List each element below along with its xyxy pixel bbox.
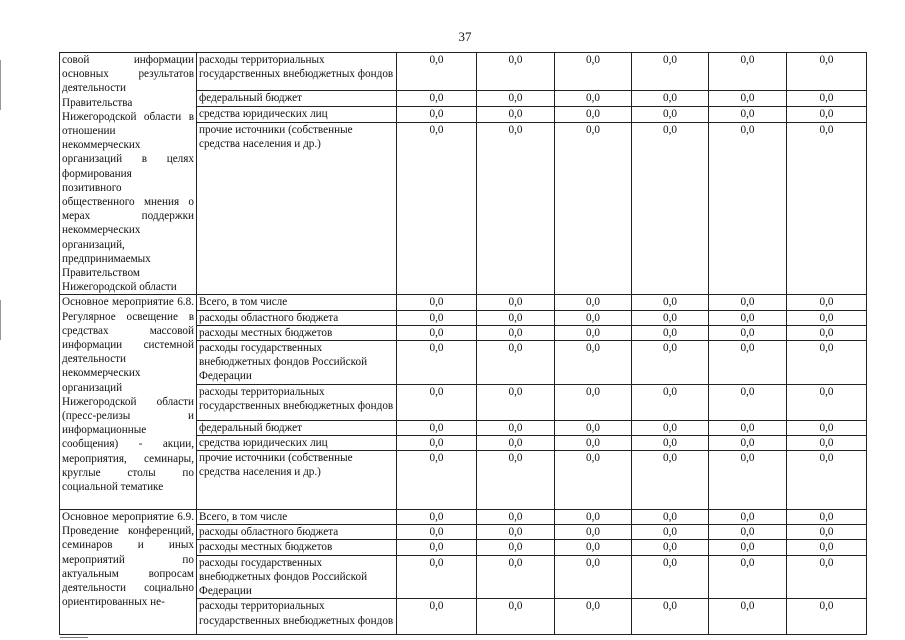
funding-value: 0,0 xyxy=(709,106,787,122)
funding-value: 0,0 xyxy=(787,599,867,635)
funding-value: 0,0 xyxy=(477,510,555,525)
funding-value: 0,0 xyxy=(555,435,632,450)
funding-source: расходы местных бюджетов xyxy=(197,540,397,555)
funding-value: 0,0 xyxy=(555,555,632,599)
funding-value: 0,0 xyxy=(709,384,787,420)
funding-value: 0,0 xyxy=(787,341,867,385)
bottom-edge-mark xyxy=(60,637,88,638)
funding-value: 0,0 xyxy=(632,310,709,325)
funding-value: 0,0 xyxy=(787,420,867,435)
funding-value: 0,0 xyxy=(709,525,787,540)
table-row xyxy=(60,53,867,91)
funding-value: 0,0 xyxy=(477,451,555,510)
funding-value: 0,0 xyxy=(709,325,787,340)
funding-value: 0,0 xyxy=(787,451,867,510)
funding-value: 0,0 xyxy=(555,53,632,91)
funding-source: прочие источники (собственные средства населения и др.) xyxy=(197,451,397,510)
funding-value: 0,0 xyxy=(787,295,867,310)
funding-source: расходы областного бюджета xyxy=(197,310,397,325)
table-row xyxy=(60,295,867,310)
funding-value: 0,0 xyxy=(632,295,709,310)
funding-value: 0,0 xyxy=(397,384,477,420)
funding-value: 0,0 xyxy=(397,122,477,295)
funding-value: 0,0 xyxy=(709,295,787,310)
page-number: 37 xyxy=(458,29,472,44)
funding-value: 0,0 xyxy=(397,90,477,106)
funding-source: прочие источники (собственные средства населения и др.) xyxy=(197,122,397,295)
funding-source: Всего, в том числе xyxy=(197,295,397,310)
funding-source: расходы государственных внебюджетных фондов Российской Федерации xyxy=(197,555,397,599)
funding-value: 0,0 xyxy=(555,325,632,340)
funding-value: 0,0 xyxy=(397,420,477,435)
table-body xyxy=(60,53,867,635)
funding-value: 0,0 xyxy=(787,53,867,91)
funding-value: 0,0 xyxy=(632,451,709,510)
funding-value: 0,0 xyxy=(397,451,477,510)
funding-value: 0,0 xyxy=(632,341,709,385)
funding-value: 0,0 xyxy=(787,555,867,599)
funding-value: 0,0 xyxy=(787,106,867,122)
funding-value: 0,0 xyxy=(787,384,867,420)
funding-value: 0,0 xyxy=(787,325,867,340)
funding-value: 0,0 xyxy=(397,540,477,555)
funding-value: 0,0 xyxy=(397,435,477,450)
funding-value: 0,0 xyxy=(397,325,477,340)
funding-value: 0,0 xyxy=(397,295,477,310)
funding-value: 0,0 xyxy=(632,325,709,340)
funding-value: 0,0 xyxy=(787,525,867,540)
funding-value: 0,0 xyxy=(555,451,632,510)
funding-value: 0,0 xyxy=(555,295,632,310)
funding-value: 0,0 xyxy=(477,540,555,555)
funding-value: 0,0 xyxy=(709,435,787,450)
funding-value: 0,0 xyxy=(477,599,555,635)
funding-source: средства юридических лиц xyxy=(197,435,397,450)
left-edge-mark xyxy=(0,300,1,340)
funding-value: 0,0 xyxy=(709,555,787,599)
funding-value: 0,0 xyxy=(632,435,709,450)
funding-value: 0,0 xyxy=(787,510,867,525)
funding-value: 0,0 xyxy=(555,341,632,385)
funding-source: расходы государственных внебюджетных фондов Российской Федерации xyxy=(197,341,397,385)
funding-value: 0,0 xyxy=(632,599,709,635)
left-edge-mark xyxy=(0,60,1,110)
funding-value: 0,0 xyxy=(632,510,709,525)
funding-source: расходы областного бюджета xyxy=(197,525,397,540)
table-row xyxy=(60,510,867,525)
funding-value: 0,0 xyxy=(787,122,867,295)
event-description: Основное мероприятие 6.9. Проведение конференций, семинаров и иных мероприятий по актуальным вопросам деятельности социально ориентированных не- xyxy=(60,510,197,635)
funding-value: 0,0 xyxy=(555,106,632,122)
funding-value: 0,0 xyxy=(477,310,555,325)
funding-value: 0,0 xyxy=(397,555,477,599)
funding-table xyxy=(59,52,867,635)
funding-value: 0,0 xyxy=(632,420,709,435)
funding-value: 0,0 xyxy=(555,90,632,106)
funding-source: средства юридических лиц xyxy=(197,106,397,122)
funding-value: 0,0 xyxy=(555,540,632,555)
funding-value: 0,0 xyxy=(787,435,867,450)
funding-source: федеральный бюджет xyxy=(197,90,397,106)
funding-value: 0,0 xyxy=(477,420,555,435)
funding-value: 0,0 xyxy=(477,295,555,310)
funding-value: 0,0 xyxy=(709,122,787,295)
funding-value: 0,0 xyxy=(397,341,477,385)
funding-value: 0,0 xyxy=(632,384,709,420)
funding-value: 0,0 xyxy=(709,540,787,555)
funding-value: 0,0 xyxy=(709,310,787,325)
funding-value: 0,0 xyxy=(709,420,787,435)
funding-value: 0,0 xyxy=(397,106,477,122)
funding-value: 0,0 xyxy=(555,310,632,325)
funding-source: расходы территориальных государственных внебюджетных фондов xyxy=(197,599,397,635)
funding-value: 0,0 xyxy=(787,310,867,325)
funding-value: 0,0 xyxy=(632,540,709,555)
funding-value: 0,0 xyxy=(555,420,632,435)
funding-value: 0,0 xyxy=(632,90,709,106)
funding-value: 0,0 xyxy=(709,53,787,91)
funding-source: расходы местных бюджетов xyxy=(197,325,397,340)
funding-source: расходы территориальных государственных внебюджетных фондов xyxy=(197,53,397,91)
funding-value: 0,0 xyxy=(477,122,555,295)
funding-source: Всего, в том числе xyxy=(197,510,397,525)
funding-value: 0,0 xyxy=(477,555,555,599)
funding-value: 0,0 xyxy=(477,325,555,340)
funding-value: 0,0 xyxy=(632,106,709,122)
funding-value: 0,0 xyxy=(477,90,555,106)
funding-value: 0,0 xyxy=(709,341,787,385)
event-description: Основное мероприятие 6.8. Регулярное освещение в средствах массовой информации системной деятельности некоммерческих организаций Нижегородской области (пресс-релизы и информационные сообщения) - акции, мероприятия, семинары, круглые столы по социальной тематике xyxy=(60,295,197,510)
funding-value: 0,0 xyxy=(397,525,477,540)
funding-value: 0,0 xyxy=(632,122,709,295)
funding-value: 0,0 xyxy=(709,451,787,510)
funding-value: 0,0 xyxy=(477,341,555,385)
funding-value: 0,0 xyxy=(555,122,632,295)
funding-source: федеральный бюджет xyxy=(197,420,397,435)
funding-value: 0,0 xyxy=(397,510,477,525)
event-description: совой информации основных результатов деятельности Правительства Нижегородской области в отношении некоммерческих организаций в целях формирования позитивного общественного мнения о мерах поддержки некоммерческих организаций, предпринимаемых Правительством Нижегородской области xyxy=(60,53,197,295)
funding-value: 0,0 xyxy=(397,599,477,635)
funding-value: 0,0 xyxy=(555,525,632,540)
funding-value: 0,0 xyxy=(709,599,787,635)
funding-value: 0,0 xyxy=(555,384,632,420)
funding-value: 0,0 xyxy=(477,435,555,450)
funding-value: 0,0 xyxy=(555,510,632,525)
funding-value: 0,0 xyxy=(477,106,555,122)
funding-value: 0,0 xyxy=(477,525,555,540)
funding-value: 0,0 xyxy=(632,555,709,599)
funding-value: 0,0 xyxy=(709,510,787,525)
funding-value: 0,0 xyxy=(555,599,632,635)
funding-source: расходы территориальных государственных внебюджетных фондов xyxy=(197,384,397,420)
funding-value: 0,0 xyxy=(787,90,867,106)
funding-value: 0,0 xyxy=(477,384,555,420)
funding-value: 0,0 xyxy=(397,53,477,91)
funding-value: 0,0 xyxy=(632,53,709,91)
funding-value: 0,0 xyxy=(709,90,787,106)
funding-value: 0,0 xyxy=(397,310,477,325)
funding-value: 0,0 xyxy=(632,525,709,540)
funding-value: 0,0 xyxy=(787,540,867,555)
funding-value: 0,0 xyxy=(477,53,555,91)
